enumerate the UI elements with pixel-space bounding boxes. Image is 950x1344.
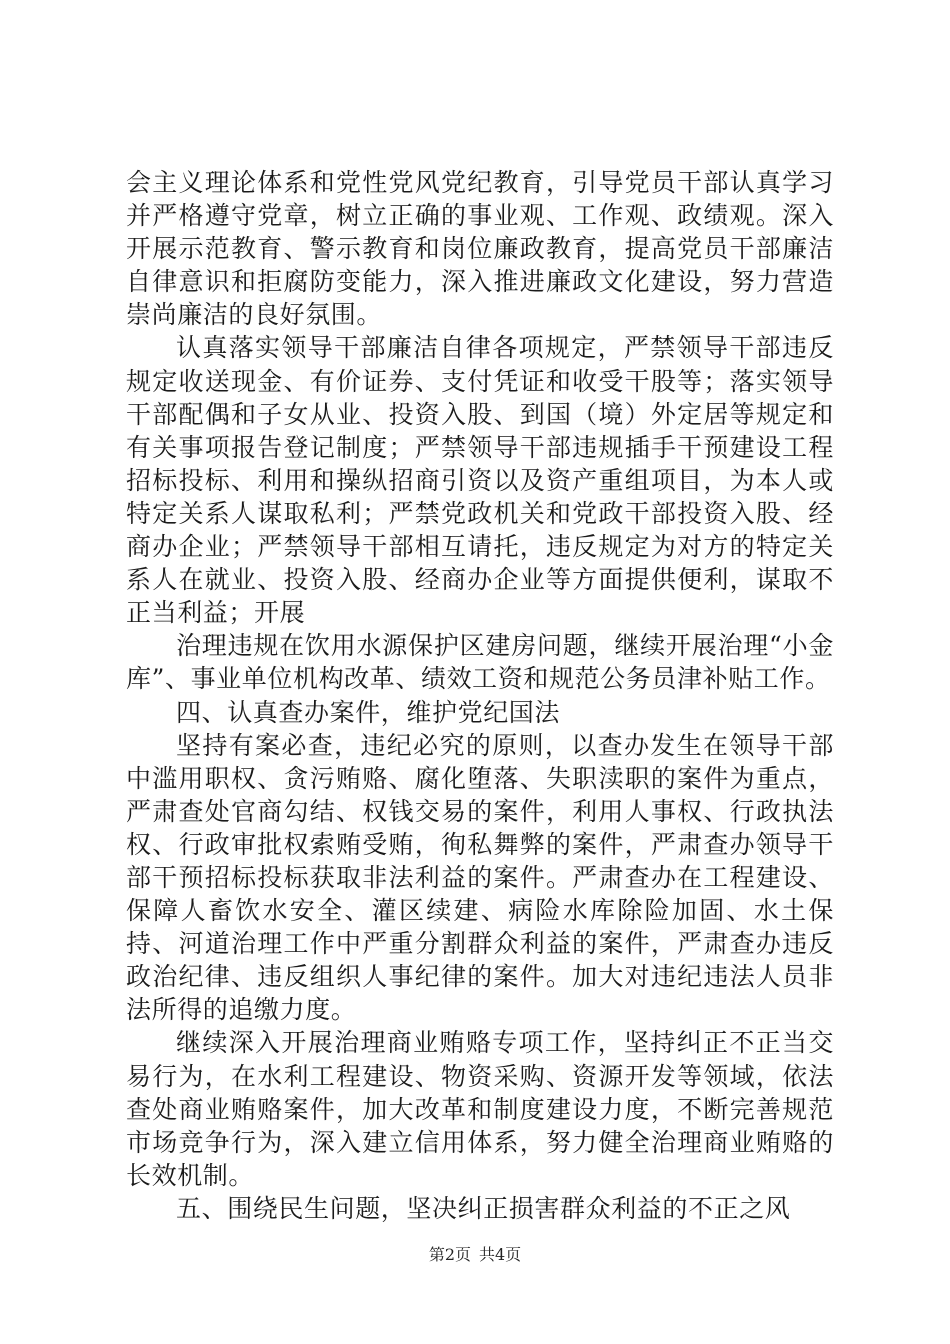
- document-body: [126, 166, 834, 1225]
- paragraph-governance: 治理违规在饮用水源保护区建房问题，继续开展治理“小金库”、事业单位机构改革、绩效工资和规范公务员津补贴工作。: [126, 631, 834, 694]
- page-number: 第2页: [428, 1245, 471, 1264]
- paragraph-case-investigation: 坚持有案必查，违纪必究的原则，以查办发生在领导干部中滥用职权、贪污贿赂、腐化堕落、失职渎职的案件为重点，严肃查处官商勾结、权钱交易的案件，利用人事权、行政执法权、行政审批权索贿受贿，徇私舞弊的案件，严肃查办领导干部干预招标投标获取非法利益的案件。严肃查办在工程建设、保障人畜饮水安全、灌区续建、病险水库除险加固、水土保持、河道治理工作中严重分割群众利益的案件，严肃查办违反政治纪律、违反组织人事纪律的案件。加大对违纪违法人员非法所得的追缴力度。: [126, 730, 834, 1025]
- section-heading-four: 四、认真查办案件，维护党纪国法: [176, 697, 561, 727]
- page-total: 共4页: [479, 1245, 522, 1264]
- paragraph-commercial-bribery: 继续深入开展治理商业贿赂专项工作，坚持纠正不正当交易行为，在水利工程建设、物资采购、资源开发等领域，依法查处商业贿赂案件，加大改革和制度建设力度，不断完善规范市场竞争行为，深入建立信用体系，努力健全治理商业贿赂的长效机制。: [126, 1028, 834, 1190]
- page-footer: [0, 1245, 950, 1265]
- paragraph-continuation: 会主义理论体系和党性党风党纪教育，引导党员干部认真学习并严格遵守党章，树立正确的事业观、工作观、政绩观。深入开展示范教育、警示教育和岗位廉政教育，提高党员干部廉洁自律意识和拒腐防变能力，深入推进廉政文化建设，努力营造崇尚廉洁的良好氛围。: [126, 168, 834, 330]
- paragraph-self-discipline: 认真落实领导干部廉洁自律各项规定，严禁领导干部违反规定收送现金、有价证券、支付凭证和收受干股等；落实领导干部配偶和子女从业、投资入股、到国（境）外定居等规定和有关事项报告登记制度；严禁领导干部违规插手干预建设工程招标投标、利用和操纵招商引资以及资产重组项目，为本人或特定关系人谋取私利；严禁党政机关和党政干部投资入股、经商办企业；严禁领导干部相互请托，违反规定为对方的特定关系人在就业、投资入股、经商办企业等方面提供便利，谋取不正当利益；开展: [126, 333, 834, 628]
- section-heading-five: 五、围绕民生问题，坚决纠正损害群众利益的不正之风: [176, 1193, 791, 1223]
